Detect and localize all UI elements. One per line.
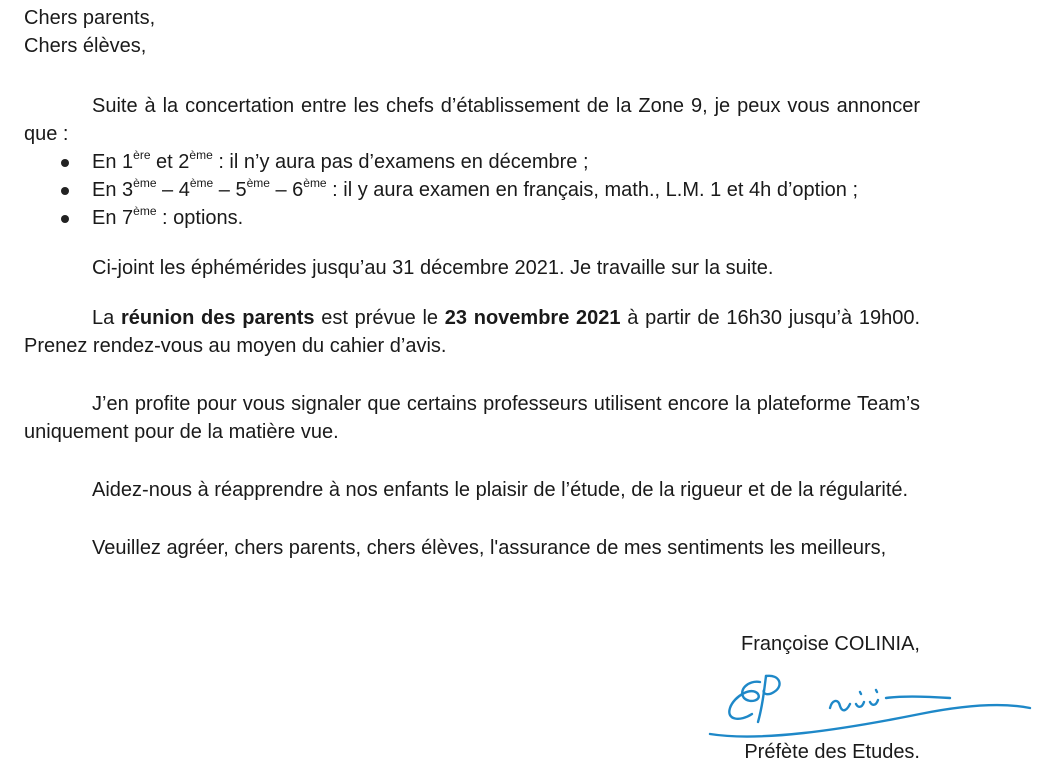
exam-list	[24, 148, 920, 232]
greeting-parents: Chers parents,	[24, 7, 156, 29]
meeting-date: 23 novembre 2021	[444, 307, 621, 329]
signatory-name: Françoise COLINIA,	[741, 633, 920, 655]
intro-paragraph: Suite à la concertation entre les chefs d’établissement de la Zone 9, je peux vous annoncer que :	[24, 95, 920, 145]
meeting-paragraph: La réunion des parents est prévue le 23 novembre 2021 à partir de 16h30 jusqu’à 19h00. Prenez rendez-vous au moyen du cahier d’avis.	[24, 307, 921, 357]
greeting-students: Chers élèves,	[24, 35, 147, 57]
handwritten-signature	[700, 668, 1038, 748]
meeting-highlight: réunion des parents	[120, 307, 315, 329]
ephemerides-paragraph: Ci-joint les éphémérides jusqu’au 31 décembre 2021. Je travaille sur la suite.	[92, 257, 774, 279]
list-item: En 3ème – 4ème – 5ème – 6ème : il y aura examen en français, math., L.M. 1 et 4h d’option ;	[24, 176, 920, 204]
teams-paragraph: J’en profite pour vous signaler que certains professeurs utilisent encore la plateforme Team’s uniquement pour de la matière vue.	[24, 393, 920, 443]
signatory-title: Préfète des Etudes.	[744, 741, 920, 763]
list-item: En 7ème : options.	[24, 204, 920, 232]
letter-body	[24, 4, 920, 562]
help-paragraph: Aidez-nous à réapprendre à nos enfants le plaisir de l’étude, de la rigueur et de la régularité.	[92, 479, 909, 501]
closing-paragraph: Veuillez agréer, chers parents, chers élèves, l'assurance de mes sentiments les meilleurs,	[92, 537, 887, 559]
list-item: En 1ère et 2ème : il n’y aura pas d’examens en décembre ;	[24, 148, 920, 176]
